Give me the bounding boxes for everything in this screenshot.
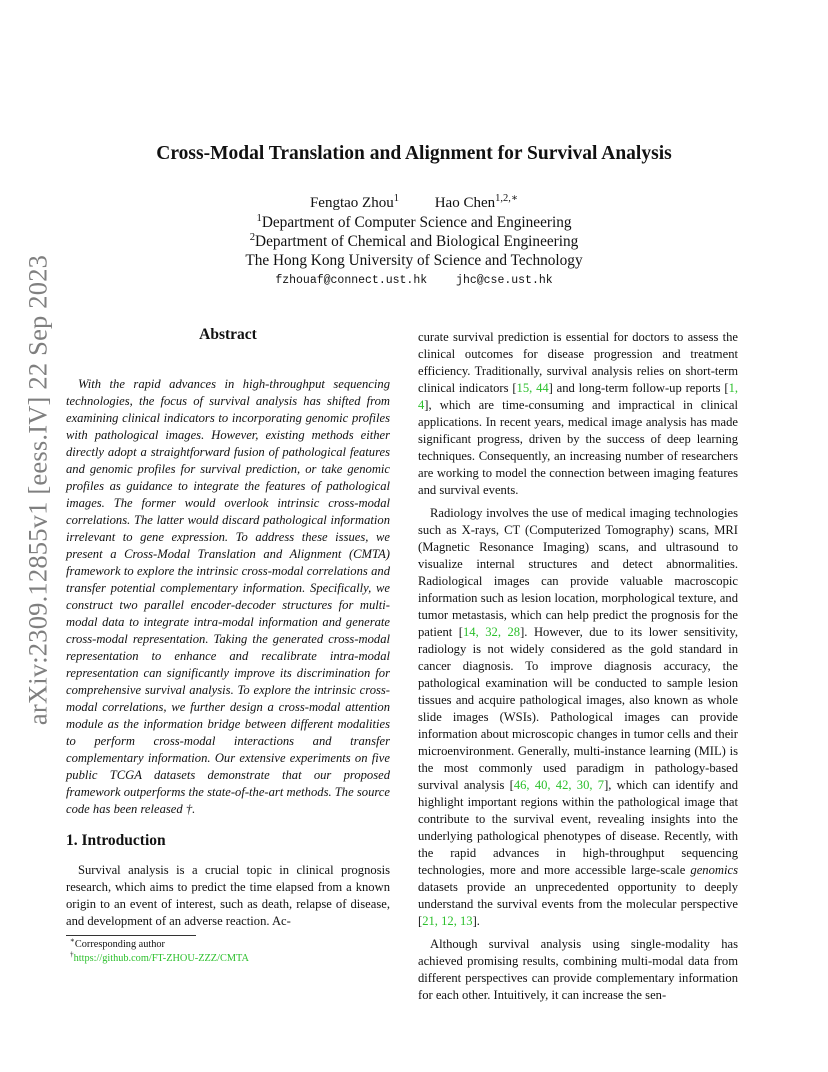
arxiv-stamp bbox=[8, 254, 68, 726]
citation-link[interactable]: 46, 40, 42, 30, 7 bbox=[513, 778, 605, 792]
github-link[interactable]: https://github.com/FT-ZHOU-ZZZ/CMTA bbox=[73, 953, 249, 964]
citation-link[interactable]: 1, 4 bbox=[418, 381, 739, 412]
intro-paragraph: Survival analysis is a crucial topic in clinical prognosis research, which aims to predict the time elapsed from a known origin to an event of interest, such as death, relapse of disease, and development of an adverse reaction. Ac- bbox=[66, 863, 390, 928]
email[interactable]: jhc@cse.ust.hk bbox=[456, 274, 553, 287]
email[interactable]: fzhouaf@connect.ust.hk bbox=[275, 274, 428, 287]
footnote-corresponding: ∗Corresponding author bbox=[70, 936, 165, 950]
footnote-rule bbox=[66, 935, 196, 936]
email-list bbox=[0, 274, 828, 287]
affiliation: $^2$Department of Chemical and Biological Engineering bbox=[249, 230, 579, 250]
abstract-heading: Abstract bbox=[199, 326, 257, 343]
footnote-code-link[interactable]: †https://github.com/FT-ZHOU-ZZZ/CMTA bbox=[70, 950, 249, 964]
arxiv-id: arXiv:2309.12855v1 [eess.IV] 22 Sep 2023 bbox=[22, 254, 53, 726]
author: Hao Chen$^{1,2,∗}$ bbox=[434, 193, 519, 211]
citation-link[interactable]: 21, 12, 13 bbox=[422, 914, 473, 928]
citation-link[interactable]: 15, 44 bbox=[516, 381, 549, 395]
citation-link[interactable]: 14, 32, 28 bbox=[462, 625, 521, 639]
author-list bbox=[0, 195, 828, 212]
affiliation: The Hong Kong University of Science and Technology bbox=[245, 252, 583, 269]
right-column bbox=[418, 329, 738, 1010]
paragraph: Although survival analysis using single-modality has achieved promising results, combining multi-modal data from different perspectives can provide complementary information for each other. Intuitively, it can increase the sen- bbox=[418, 937, 738, 1002]
affiliation: $^1$Department of Computer Science and Engineering bbox=[256, 211, 572, 231]
abstract-body: With the rapid advances in high-throughput sequencing technologies, the focus of survival analysis has shifted from examining clinical indicators to incorporating genomic profiles with pathological images. However, existing methods either directly adopt a straightforward fusion of pathological features and genomic profiles for survival prediction, or take genomic profiles as guidance to integrate the features of pathological images. The former would overlook intrinsic cross-modal correlations. The latter would discard pathological information irrelevant to gene expression. To address these issues, we present a Cross-Modal Translation and Alignment (CMTA) framework to explore the intrinsic cross-modal correlations and transfer potential complementary information. Specifically, we construct two parallel encoder-decoder structures for multi-modal data to integrate intra-modal information and generate cross-modal representation. Taking the generated cross-modal representation to enhance and recalibrate intra-modal representation can significantly improve its discrimination for comprehensive survival analysis. To explore the intrinsic cross-modal correlations, we further design a cross-modal attention module as the information bridge between different modalities to perform cross-modal interactions and transfer complementary information. Our extensive experiments on five public TCGA datasets demonstrate that our proposed framework outperforms the state-of-the-art methods. The source code has been released †. bbox=[66, 377, 390, 816]
paragraph: curate survival prediction is essential for doctors to assess the clinical outcomes for disease progression and treatment efficiency. Traditionally, survival analysis relies on short-term clinical indicators [15, 44] and long-term follow-up reports [1, 4], which are time-consuming and impractical in clinical applications. In recent years, medical image analysis has made significant progress, driven by the success of deep learning techniques. Consequently, an increasing number of researchers are working to model the connection between imaging features and survival events. bbox=[418, 330, 739, 497]
paragraph: Radiology involves the use of medical imaging technologies such as X-rays, CT (Computerized Tomography) scans, MRI (Magnetic Resonance Imaging) scans, and ultrasound to visualize internal structures and detect abnormalities. Radiological images can provide valuable macroscopic information such as lesion location, morphological texture, and tumor metastasis, which can help predict the prognosis for the patient [14, 32, 28]. However, due to its lower sensitivity, radiology is not widely considered as the gold standard in cancer diagnosis. To improve diagnosis accuracy, the pathological examination will be conducted to sample lesion tissues and acquire pathological images, also known as whole slide images (WSIs). Pathological images can provide information about microscopic changes in tumor cells and their microenvironment. Generally, multi-instance learning (MIL) is the most commonly used paradigm in pathology-based survival analysis [46, 40, 42, 30, 7], which can identify and highlight important regions within the pathological image that contribute to the survival event, revealing insights into the underlying pathological phenotypes of disease. Recently, with the rapid advances in high-throughput sequencing technologies, more and more accessible large-scale genomics datasets provide an unprecedented opportunity to deeply understand the survival events from the molecular perspective [21, 12, 13]. bbox=[418, 506, 739, 928]
author: Fengtao Zhou$^1$ bbox=[309, 193, 399, 211]
paper-title: Cross-Modal Translation and Alignment for Survival Analysis bbox=[156, 143, 672, 164]
section-heading-introduction: 1. Introduction bbox=[66, 832, 166, 849]
